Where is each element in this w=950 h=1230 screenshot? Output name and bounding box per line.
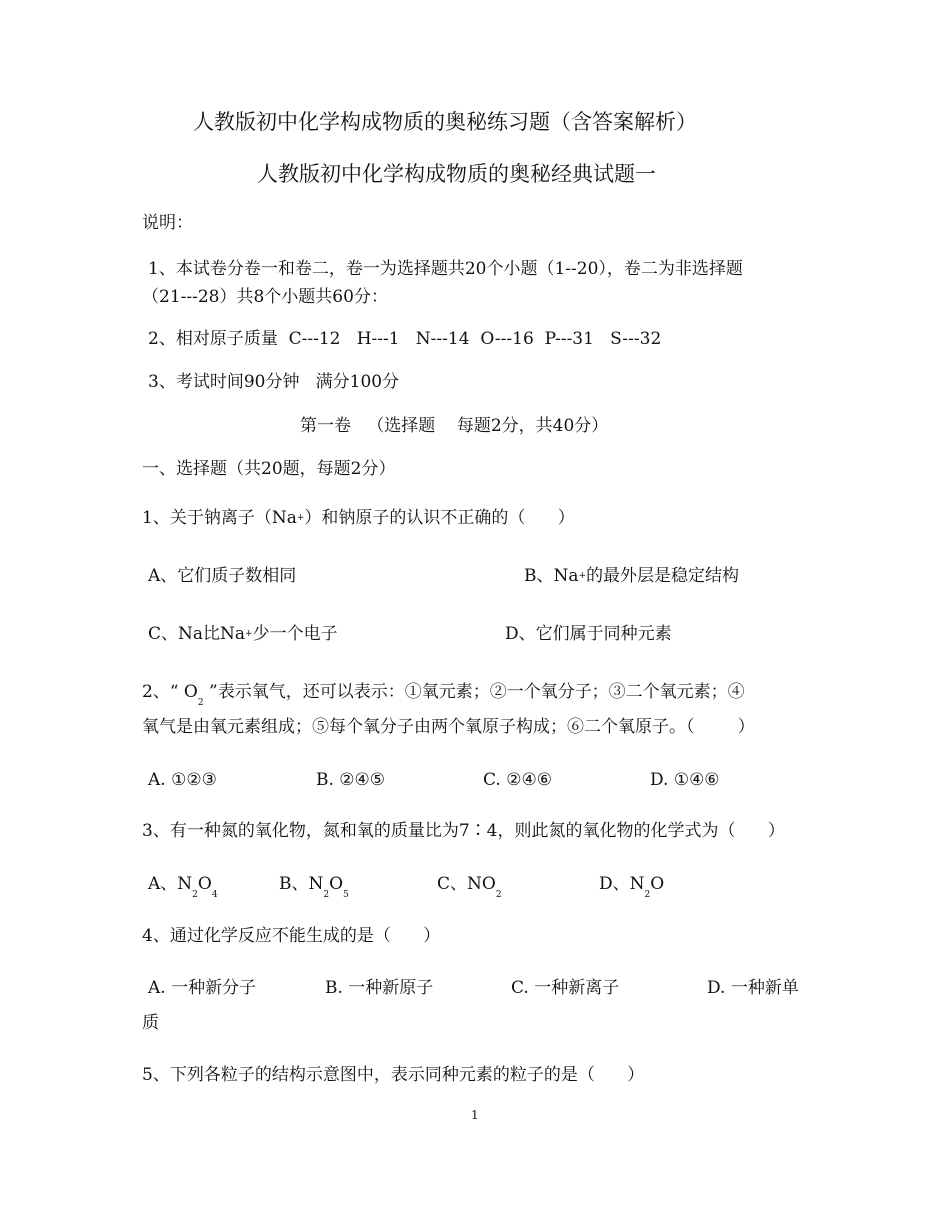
q3-opta-a: A、N — [148, 874, 193, 894]
question-3-option-c — [437, 874, 502, 900]
instructions-heading: 说明： — [142, 213, 193, 233]
q3-optb-s2: 5 — [343, 890, 349, 900]
q2-line1-sub: 2 — [197, 698, 204, 708]
question-3-option-d — [599, 874, 665, 900]
q1-stem-sup: + — [296, 513, 305, 523]
q3-opta-s2: 4 — [211, 890, 218, 900]
instruction-2: 2、相对原子质量 C---12 H---1 N---14 O---16 P---31 S---32 — [148, 329, 662, 349]
q1-stem-a: 1、关于钠离子（Na — [142, 508, 297, 528]
question-5-stem: 5、下列各粒子的结构示意图中，表示同种元素的粒子的是（ ） — [142, 1065, 645, 1085]
q3-optb-s1: 2 — [323, 890, 330, 900]
question-4-option-a: A. 一种新分子 — [148, 978, 257, 998]
question-4-option-d: D. 一种新单 — [707, 978, 799, 998]
q1-optc-sup: + — [245, 629, 253, 639]
q3-optd-s1: 2 — [644, 890, 651, 900]
q1-optb-b: 的最外层是稳定结构 — [586, 566, 740, 586]
section-one-heading: 一、选择题（共20题，每题2分） — [142, 459, 396, 479]
question-1-option-b — [524, 566, 739, 589]
q3-optd-b: O — [650, 874, 665, 894]
q3-optb-b: O — [329, 874, 344, 894]
q1-optc-b: 少一个电子 — [252, 624, 338, 644]
q1-optb-a: B、Na — [524, 566, 579, 586]
q1-stem-b: ）和钠原子的认识不正确的（ ） — [304, 508, 575, 528]
q3-opta-b: O — [197, 874, 212, 894]
question-2-stem-line1 — [142, 682, 745, 708]
document-subtitle: 人教版初中化学构成物质的奥秘经典试题一 — [257, 162, 656, 186]
q3-opta-s1: 2 — [192, 890, 198, 900]
question-3-stem: 3、有一种氮的氧化物，氮和氧的质量比为7∶4，则此氮的氧化物的化学式为（ ） — [142, 821, 785, 841]
instruction-3: 3、考试时间90分钟 满分100分 — [148, 372, 400, 392]
page-number: 1 — [471, 1108, 479, 1122]
question-4-option-b: B. 一种新原子 — [325, 978, 434, 998]
q1-optb-sup: + — [578, 571, 587, 581]
question-4-option-c: C. 一种新离子 — [511, 978, 620, 998]
q3-optb-a: B、N — [279, 874, 324, 894]
q3-optc-a: C、NO — [437, 874, 496, 894]
question-1-option-a: A、它们质子数相同 — [148, 566, 297, 586]
question-2-option-c: C. ②④⑥ — [483, 770, 552, 790]
question-1-option-d: D、它们属于同种元素 — [505, 624, 672, 644]
instruction-1b: （21---28）共8个小题共60分： — [142, 287, 388, 307]
part-one-heading: 第一卷 （选择题 每题2分，共40分） — [300, 416, 609, 436]
document-title: 人教版初中化学构成物质的奥秘练习题（含答案解析） — [193, 110, 697, 134]
question-2-option-b: B. ②④⑤ — [316, 770, 386, 790]
question-3-option-a — [148, 874, 218, 900]
question-4-option-d-continued: 质 — [142, 1013, 159, 1033]
question-1-option-c — [148, 624, 338, 647]
question-1-stem — [142, 508, 575, 531]
question-2-stem-line2: 氧气是由氧元素组成；⑤每个氧分子由两个氧原子构成；⑥二个氧原子。（ ） — [142, 717, 755, 737]
q2-line1-b: ”表示氧气，还可以表示：①氧元素；②一个氧分子；③二个氧元素；④ — [203, 682, 745, 702]
q3-optd-a: D、N — [599, 874, 645, 894]
q3-optc-s1: 2 — [495, 890, 502, 900]
q1-optc-a: C、Na比Na — [148, 624, 246, 644]
q2-line1-a: 2、“ O — [142, 682, 198, 702]
instruction-1a: 1、本试卷分卷一和卷二，卷一为选择题共20个小题（1--20），卷二为非选择题 — [148, 259, 743, 279]
question-2-option-a: A. ①②③ — [148, 770, 217, 790]
question-4-stem: 4、通过化学反应不能生成的是（ ） — [142, 926, 441, 946]
question-2-option-d: D. ①④⑥ — [650, 770, 720, 790]
question-3-option-b — [279, 874, 349, 900]
